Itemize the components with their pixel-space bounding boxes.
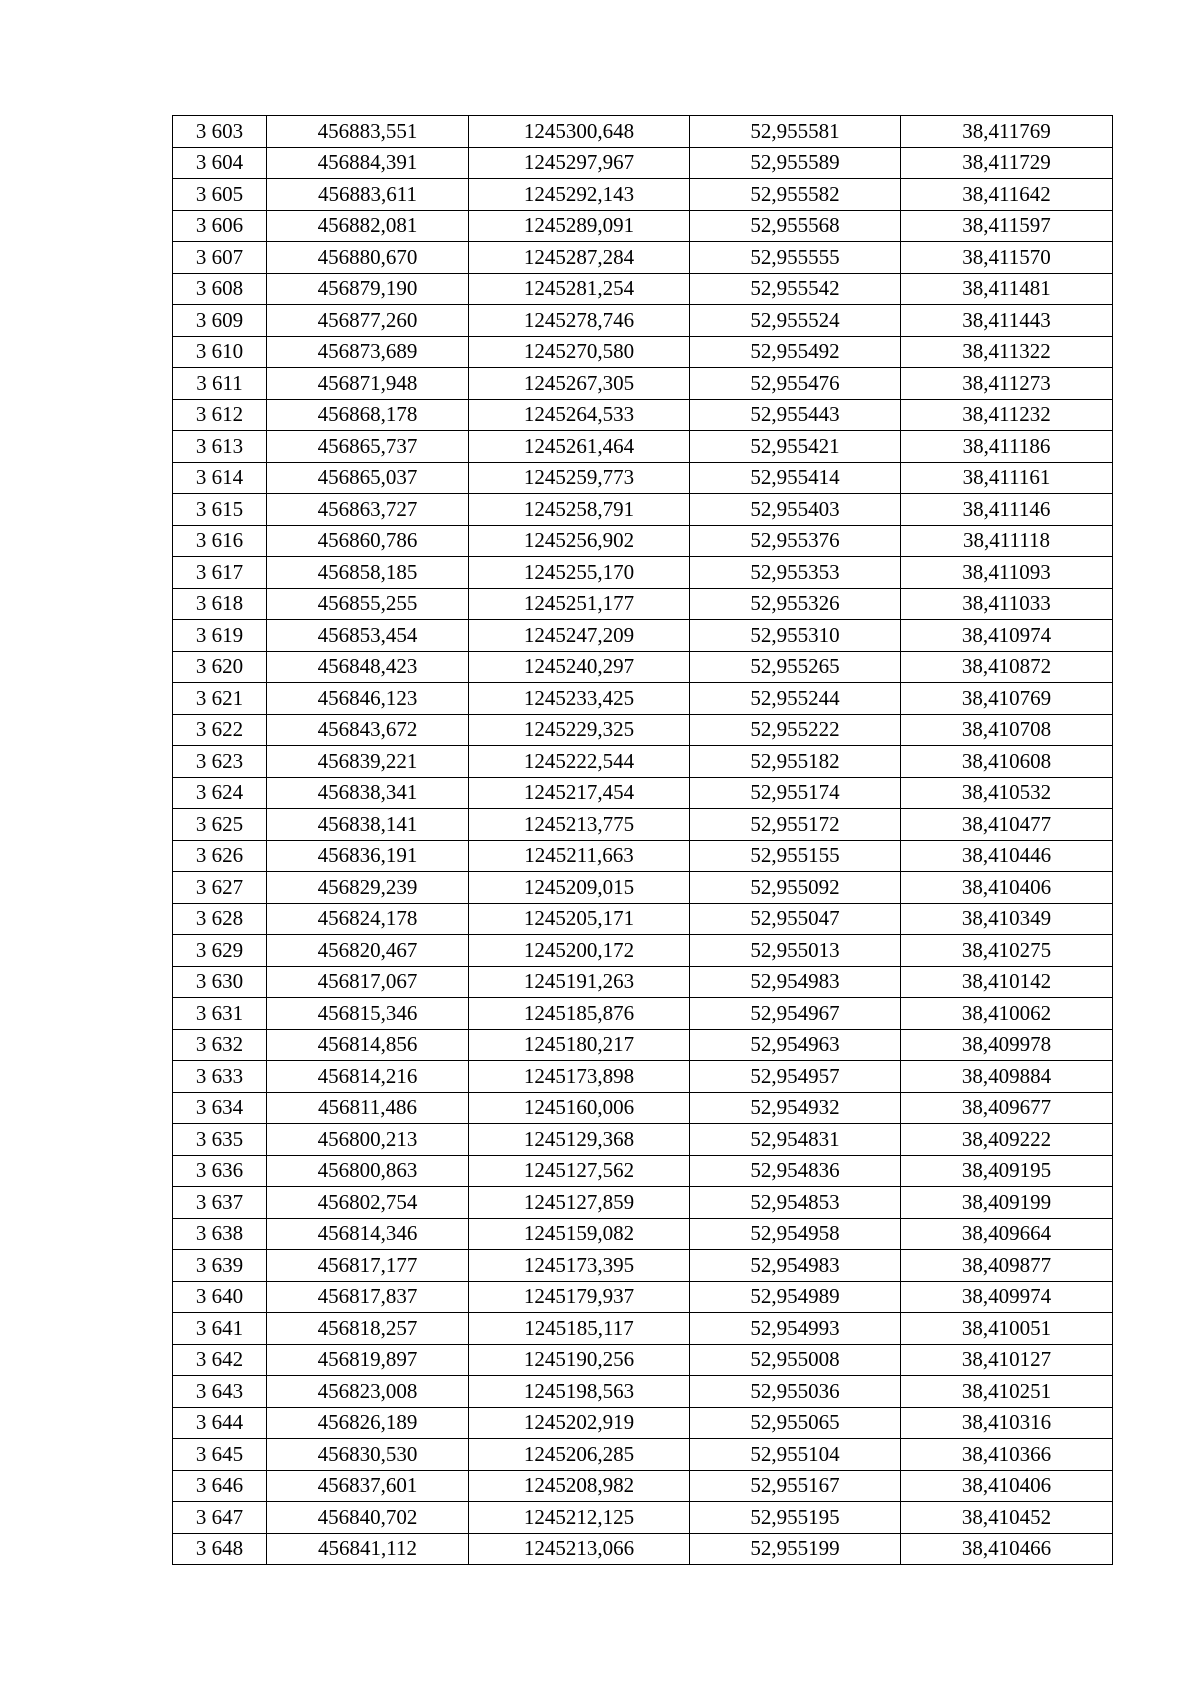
point-number-cell: 3 604 [173, 147, 267, 179]
table-row [173, 494, 1113, 526]
y-coordinate-cell: 1245251,177 [469, 588, 690, 620]
longitude-cell: 38,410477 [901, 809, 1113, 841]
table-row [173, 1344, 1113, 1376]
point-number-cell: 3 631 [173, 998, 267, 1030]
longitude-cell: 38,410142 [901, 966, 1113, 998]
point-number-cell: 3 646 [173, 1470, 267, 1502]
y-coordinate-cell: 1245267,305 [469, 368, 690, 400]
y-coordinate-cell: 1245205,171 [469, 903, 690, 935]
x-coordinate-cell: 456838,141 [267, 809, 469, 841]
latitude-cell: 52,955589 [690, 147, 901, 179]
x-coordinate-cell: 456839,221 [267, 746, 469, 778]
table-row [173, 147, 1113, 179]
table-row [173, 777, 1113, 809]
latitude-cell: 52,954853 [690, 1187, 901, 1219]
y-coordinate-cell: 1245229,325 [469, 714, 690, 746]
y-coordinate-cell: 1245213,775 [469, 809, 690, 841]
latitude-cell: 52,955443 [690, 399, 901, 431]
longitude-cell: 38,410452 [901, 1502, 1113, 1534]
x-coordinate-cell: 456873,689 [267, 336, 469, 368]
latitude-cell: 52,955353 [690, 557, 901, 589]
longitude-cell: 38,409974 [901, 1281, 1113, 1313]
latitude-cell: 52,955013 [690, 935, 901, 967]
latitude-cell: 52,955155 [690, 840, 901, 872]
latitude-cell: 52,955195 [690, 1502, 901, 1534]
table-row [173, 1313, 1113, 1345]
x-coordinate-cell: 456814,856 [267, 1029, 469, 1061]
point-number-cell: 3 622 [173, 714, 267, 746]
longitude-cell: 38,411146 [901, 494, 1113, 526]
point-number-cell: 3 606 [173, 210, 267, 242]
longitude-cell: 38,410251 [901, 1376, 1113, 1408]
point-number-cell: 3 613 [173, 431, 267, 463]
x-coordinate-cell: 456855,255 [267, 588, 469, 620]
x-coordinate-cell: 456824,178 [267, 903, 469, 935]
point-number-cell: 3 641 [173, 1313, 267, 1345]
longitude-cell: 38,411093 [901, 557, 1113, 589]
table-row [173, 1376, 1113, 1408]
x-coordinate-cell: 456882,081 [267, 210, 469, 242]
longitude-cell: 38,411118 [901, 525, 1113, 557]
latitude-cell: 52,955167 [690, 1470, 901, 1502]
latitude-cell: 52,954967 [690, 998, 901, 1030]
latitude-cell: 52,954963 [690, 1029, 901, 1061]
longitude-cell: 38,411443 [901, 305, 1113, 337]
table-row [173, 683, 1113, 715]
point-number-cell: 3 620 [173, 651, 267, 683]
x-coordinate-cell: 456823,008 [267, 1376, 469, 1408]
x-coordinate-cell: 456815,346 [267, 998, 469, 1030]
y-coordinate-cell: 1245180,217 [469, 1029, 690, 1061]
longitude-cell: 38,410062 [901, 998, 1113, 1030]
point-number-cell: 3 629 [173, 935, 267, 967]
x-coordinate-cell: 456820,467 [267, 935, 469, 967]
point-number-cell: 3 623 [173, 746, 267, 778]
longitude-cell: 38,410446 [901, 840, 1113, 872]
table-row [173, 525, 1113, 557]
longitude-cell: 38,411186 [901, 431, 1113, 463]
point-number-cell: 3 603 [173, 116, 267, 148]
table-row [173, 872, 1113, 904]
y-coordinate-cell: 1245292,143 [469, 179, 690, 211]
longitude-cell: 38,411481 [901, 273, 1113, 305]
y-coordinate-cell: 1245185,876 [469, 998, 690, 1030]
longitude-cell: 38,411322 [901, 336, 1113, 368]
y-coordinate-cell: 1245198,563 [469, 1376, 690, 1408]
point-number-cell: 3 635 [173, 1124, 267, 1156]
point-number-cell: 3 621 [173, 683, 267, 715]
table-row [173, 746, 1113, 778]
x-coordinate-cell: 456846,123 [267, 683, 469, 715]
latitude-cell: 52,955476 [690, 368, 901, 400]
point-number-cell: 3 627 [173, 872, 267, 904]
table-row [173, 903, 1113, 935]
longitude-cell: 38,411642 [901, 179, 1113, 211]
point-number-cell: 3 617 [173, 557, 267, 589]
latitude-cell: 52,955403 [690, 494, 901, 526]
table-row [173, 242, 1113, 274]
y-coordinate-cell: 1245213,066 [469, 1533, 690, 1565]
x-coordinate-cell: 456826,189 [267, 1407, 469, 1439]
point-number-cell: 3 645 [173, 1439, 267, 1471]
x-coordinate-cell: 456884,391 [267, 147, 469, 179]
x-coordinate-cell: 456880,670 [267, 242, 469, 274]
y-coordinate-cell: 1245264,533 [469, 399, 690, 431]
table-row [173, 1029, 1113, 1061]
x-coordinate-cell: 456865,037 [267, 462, 469, 494]
latitude-cell: 52,954932 [690, 1092, 901, 1124]
y-coordinate-cell: 1245209,015 [469, 872, 690, 904]
y-coordinate-cell: 1245129,368 [469, 1124, 690, 1156]
point-number-cell: 3 610 [173, 336, 267, 368]
latitude-cell: 52,955376 [690, 525, 901, 557]
y-coordinate-cell: 1245287,284 [469, 242, 690, 274]
point-number-cell: 3 630 [173, 966, 267, 998]
longitude-cell: 38,411597 [901, 210, 1113, 242]
y-coordinate-cell: 1245202,919 [469, 1407, 690, 1439]
x-coordinate-cell: 456818,257 [267, 1313, 469, 1345]
longitude-cell: 38,411729 [901, 147, 1113, 179]
x-coordinate-cell: 456830,530 [267, 1439, 469, 1471]
table-row [173, 116, 1113, 148]
table-row [173, 840, 1113, 872]
x-coordinate-cell: 456819,897 [267, 1344, 469, 1376]
longitude-cell: 38,409677 [901, 1092, 1113, 1124]
table-row [173, 1187, 1113, 1219]
latitude-cell: 52,955310 [690, 620, 901, 652]
longitude-cell: 38,410275 [901, 935, 1113, 967]
latitude-cell: 52,955065 [690, 1407, 901, 1439]
y-coordinate-cell: 1245270,580 [469, 336, 690, 368]
table-row [173, 1281, 1113, 1313]
longitude-cell: 38,410608 [901, 746, 1113, 778]
latitude-cell: 52,955492 [690, 336, 901, 368]
x-coordinate-cell: 456865,737 [267, 431, 469, 463]
latitude-cell: 52,954958 [690, 1218, 901, 1250]
longitude-cell: 38,411570 [901, 242, 1113, 274]
latitude-cell: 52,955222 [690, 714, 901, 746]
y-coordinate-cell: 1245256,902 [469, 525, 690, 557]
x-coordinate-cell: 456841,112 [267, 1533, 469, 1565]
point-number-cell: 3 633 [173, 1061, 267, 1093]
x-coordinate-cell: 456829,239 [267, 872, 469, 904]
point-number-cell: 3 644 [173, 1407, 267, 1439]
point-number-cell: 3 642 [173, 1344, 267, 1376]
longitude-cell: 38,410366 [901, 1439, 1113, 1471]
point-number-cell: 3 624 [173, 777, 267, 809]
table-row [173, 998, 1113, 1030]
table-row [173, 1155, 1113, 1187]
table-row [173, 935, 1113, 967]
table-row [173, 273, 1113, 305]
x-coordinate-cell: 456802,754 [267, 1187, 469, 1219]
table-row [173, 651, 1113, 683]
table-row [173, 1092, 1113, 1124]
point-number-cell: 3 615 [173, 494, 267, 526]
point-number-cell: 3 639 [173, 1250, 267, 1282]
y-coordinate-cell: 1245233,425 [469, 683, 690, 715]
latitude-cell: 52,955555 [690, 242, 901, 274]
x-coordinate-cell: 456836,191 [267, 840, 469, 872]
x-coordinate-cell: 456800,863 [267, 1155, 469, 1187]
longitude-cell: 38,409884 [901, 1061, 1113, 1093]
longitude-cell: 38,411033 [901, 588, 1113, 620]
point-number-cell: 3 637 [173, 1187, 267, 1219]
table-row [173, 431, 1113, 463]
point-number-cell: 3 638 [173, 1218, 267, 1250]
point-number-cell: 3 609 [173, 305, 267, 337]
table-row [173, 1533, 1113, 1565]
table-row [173, 966, 1113, 998]
y-coordinate-cell: 1245212,125 [469, 1502, 690, 1534]
latitude-cell: 52,955047 [690, 903, 901, 935]
table-row [173, 305, 1113, 337]
x-coordinate-cell: 456868,178 [267, 399, 469, 431]
latitude-cell: 52,954993 [690, 1313, 901, 1345]
x-coordinate-cell: 456848,423 [267, 651, 469, 683]
longitude-cell: 38,411769 [901, 116, 1113, 148]
latitude-cell: 52,955104 [690, 1439, 901, 1471]
longitude-cell: 38,410406 [901, 1470, 1113, 1502]
x-coordinate-cell: 456817,837 [267, 1281, 469, 1313]
latitude-cell: 52,954989 [690, 1281, 901, 1313]
x-coordinate-cell: 456853,454 [267, 620, 469, 652]
point-number-cell: 3 619 [173, 620, 267, 652]
x-coordinate-cell: 456817,067 [267, 966, 469, 998]
table-row [173, 1502, 1113, 1534]
x-coordinate-cell: 456814,346 [267, 1218, 469, 1250]
coordinates-table [172, 115, 1113, 1565]
longitude-cell: 38,411273 [901, 368, 1113, 400]
longitude-cell: 38,411161 [901, 462, 1113, 494]
table-row [173, 462, 1113, 494]
y-coordinate-cell: 1245240,297 [469, 651, 690, 683]
y-coordinate-cell: 1245255,170 [469, 557, 690, 589]
latitude-cell: 52,955244 [690, 683, 901, 715]
table-row [173, 1061, 1113, 1093]
longitude-cell: 38,409199 [901, 1187, 1113, 1219]
point-number-cell: 3 643 [173, 1376, 267, 1408]
x-coordinate-cell: 456817,177 [267, 1250, 469, 1282]
y-coordinate-cell: 1245261,464 [469, 431, 690, 463]
y-coordinate-cell: 1245179,937 [469, 1281, 690, 1313]
point-number-cell: 3 614 [173, 462, 267, 494]
longitude-cell: 38,410051 [901, 1313, 1113, 1345]
y-coordinate-cell: 1245173,395 [469, 1250, 690, 1282]
y-coordinate-cell: 1245300,648 [469, 116, 690, 148]
table-row [173, 714, 1113, 746]
longitude-cell: 38,410769 [901, 683, 1113, 715]
longitude-cell: 38,410466 [901, 1533, 1113, 1565]
latitude-cell: 52,954983 [690, 966, 901, 998]
point-number-cell: 3 632 [173, 1029, 267, 1061]
table-row [173, 1439, 1113, 1471]
longitude-cell: 38,410974 [901, 620, 1113, 652]
table-row [173, 1218, 1113, 1250]
x-coordinate-cell: 456843,672 [267, 714, 469, 746]
point-number-cell: 3 612 [173, 399, 267, 431]
x-coordinate-cell: 456871,948 [267, 368, 469, 400]
table-row [173, 1124, 1113, 1156]
table-row [173, 557, 1113, 589]
point-number-cell: 3 608 [173, 273, 267, 305]
x-coordinate-cell: 456883,551 [267, 116, 469, 148]
longitude-cell: 38,410316 [901, 1407, 1113, 1439]
longitude-cell: 38,410708 [901, 714, 1113, 746]
x-coordinate-cell: 456879,190 [267, 273, 469, 305]
y-coordinate-cell: 1245160,006 [469, 1092, 690, 1124]
point-number-cell: 3 640 [173, 1281, 267, 1313]
x-coordinate-cell: 456883,611 [267, 179, 469, 211]
coordinates-table-body [173, 116, 1113, 1565]
longitude-cell: 38,410406 [901, 872, 1113, 904]
y-coordinate-cell: 1245185,117 [469, 1313, 690, 1345]
longitude-cell: 38,410349 [901, 903, 1113, 935]
y-coordinate-cell: 1245259,773 [469, 462, 690, 494]
latitude-cell: 52,955036 [690, 1376, 901, 1408]
latitude-cell: 52,955581 [690, 116, 901, 148]
longitude-cell: 38,409664 [901, 1218, 1113, 1250]
y-coordinate-cell: 1245278,746 [469, 305, 690, 337]
y-coordinate-cell: 1245208,982 [469, 1470, 690, 1502]
table-row [173, 336, 1113, 368]
latitude-cell: 52,955008 [690, 1344, 901, 1376]
y-coordinate-cell: 1245281,254 [469, 273, 690, 305]
point-number-cell: 3 611 [173, 368, 267, 400]
table-row [173, 809, 1113, 841]
y-coordinate-cell: 1245258,791 [469, 494, 690, 526]
x-coordinate-cell: 456814,216 [267, 1061, 469, 1093]
y-coordinate-cell: 1245289,091 [469, 210, 690, 242]
latitude-cell: 52,954831 [690, 1124, 901, 1156]
latitude-cell: 52,955326 [690, 588, 901, 620]
table-row [173, 368, 1113, 400]
latitude-cell: 52,954957 [690, 1061, 901, 1093]
latitude-cell: 52,955414 [690, 462, 901, 494]
table-row [173, 1250, 1113, 1282]
y-coordinate-cell: 1245297,967 [469, 147, 690, 179]
point-number-cell: 3 648 [173, 1533, 267, 1565]
y-coordinate-cell: 1245127,859 [469, 1187, 690, 1219]
x-coordinate-cell: 456838,341 [267, 777, 469, 809]
latitude-cell: 52,955421 [690, 431, 901, 463]
latitude-cell: 52,954983 [690, 1250, 901, 1282]
point-number-cell: 3 634 [173, 1092, 267, 1124]
latitude-cell: 52,955182 [690, 746, 901, 778]
longitude-cell: 38,409222 [901, 1124, 1113, 1156]
x-coordinate-cell: 456863,727 [267, 494, 469, 526]
y-coordinate-cell: 1245173,898 [469, 1061, 690, 1093]
x-coordinate-cell: 456840,702 [267, 1502, 469, 1534]
point-number-cell: 3 647 [173, 1502, 267, 1534]
table-row [173, 588, 1113, 620]
point-number-cell: 3 605 [173, 179, 267, 211]
longitude-cell: 38,410127 [901, 1344, 1113, 1376]
latitude-cell: 52,955568 [690, 210, 901, 242]
y-coordinate-cell: 1245159,082 [469, 1218, 690, 1250]
x-coordinate-cell: 456860,786 [267, 525, 469, 557]
latitude-cell: 52,955524 [690, 305, 901, 337]
table-row [173, 399, 1113, 431]
point-number-cell: 3 625 [173, 809, 267, 841]
longitude-cell: 38,409978 [901, 1029, 1113, 1061]
point-number-cell: 3 618 [173, 588, 267, 620]
x-coordinate-cell: 456800,213 [267, 1124, 469, 1156]
x-coordinate-cell: 456837,601 [267, 1470, 469, 1502]
longitude-cell: 38,411232 [901, 399, 1113, 431]
point-number-cell: 3 626 [173, 840, 267, 872]
y-coordinate-cell: 1245200,172 [469, 935, 690, 967]
point-number-cell: 3 607 [173, 242, 267, 274]
longitude-cell: 38,410872 [901, 651, 1113, 683]
y-coordinate-cell: 1245222,544 [469, 746, 690, 778]
point-number-cell: 3 628 [173, 903, 267, 935]
y-coordinate-cell: 1245247,209 [469, 620, 690, 652]
latitude-cell: 52,955582 [690, 179, 901, 211]
point-number-cell: 3 636 [173, 1155, 267, 1187]
latitude-cell: 52,955092 [690, 872, 901, 904]
latitude-cell: 52,954836 [690, 1155, 901, 1187]
y-coordinate-cell: 1245206,285 [469, 1439, 690, 1471]
y-coordinate-cell: 1245190,256 [469, 1344, 690, 1376]
y-coordinate-cell: 1245217,454 [469, 777, 690, 809]
table-row [173, 1407, 1113, 1439]
longitude-cell: 38,409877 [901, 1250, 1113, 1282]
table-row [173, 179, 1113, 211]
table-row [173, 620, 1113, 652]
longitude-cell: 38,409195 [901, 1155, 1113, 1187]
latitude-cell: 52,955174 [690, 777, 901, 809]
x-coordinate-cell: 456877,260 [267, 305, 469, 337]
latitude-cell: 52,955199 [690, 1533, 901, 1565]
y-coordinate-cell: 1245191,263 [469, 966, 690, 998]
y-coordinate-cell: 1245211,663 [469, 840, 690, 872]
latitude-cell: 52,955172 [690, 809, 901, 841]
latitude-cell: 52,955542 [690, 273, 901, 305]
x-coordinate-cell: 456858,185 [267, 557, 469, 589]
x-coordinate-cell: 456811,486 [267, 1092, 469, 1124]
latitude-cell: 52,955265 [690, 651, 901, 683]
table-row [173, 210, 1113, 242]
longitude-cell: 38,410532 [901, 777, 1113, 809]
point-number-cell: 3 616 [173, 525, 267, 557]
table-row [173, 1470, 1113, 1502]
y-coordinate-cell: 1245127,562 [469, 1155, 690, 1187]
